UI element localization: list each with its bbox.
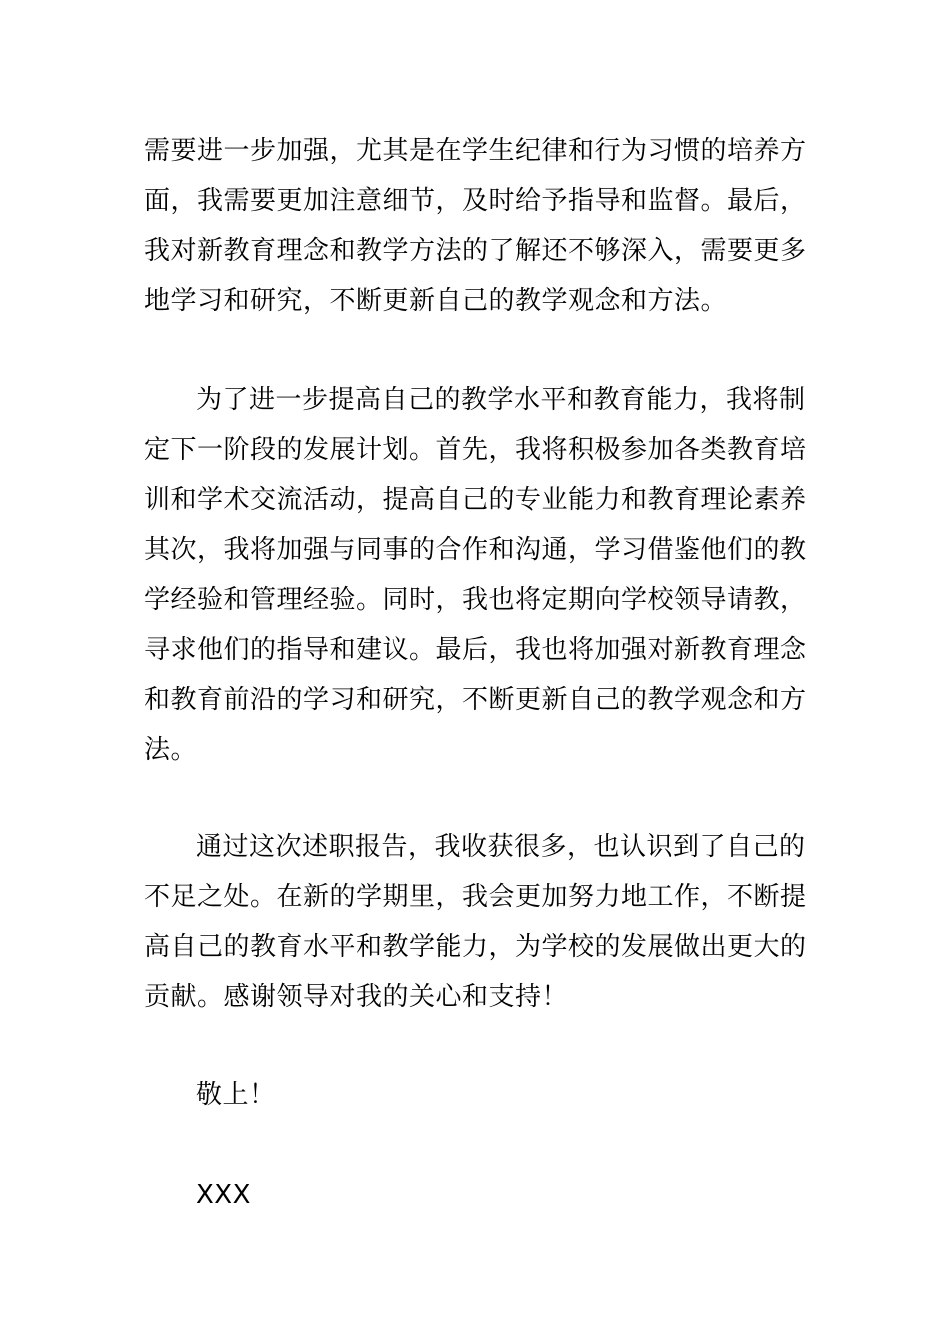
paragraph-line: 通过这次述职报告，我收获很多，也认识到了自己的 <box>196 832 806 862</box>
paragraph-line: 面，我需要更加注意细节，及时给予指导和监督。最后， <box>144 186 807 216</box>
paragraph-line: 不足之处。在新的学期里，我会更加努力地工作，不断提 <box>144 882 807 912</box>
paragraph-2 <box>144 375 814 775</box>
closing-block <box>144 1070 814 1120</box>
paragraph-line: 和教育前沿的学习和研究，不断更新自己的教学观念和方 <box>144 685 807 715</box>
closing-text: 敬上！ <box>196 1080 276 1110</box>
paragraph-line: 学经验和管理经验。同时，我也将定期向学校领导请教， <box>144 585 807 615</box>
paragraph-line: 其次，我将加强与同事的合作和沟通，学习借鉴他们的教 <box>144 535 807 565</box>
paragraph-line: 训和学术交流活动，提高自己的专业能力和教育理论素养 <box>144 485 807 515</box>
paragraph-line: 需要进一步加强，尤其是在学生纪律和行为习惯的培养方 <box>144 136 807 166</box>
paragraph-line: 法。 <box>144 735 198 765</box>
paragraph-1 <box>144 126 814 326</box>
signature-text: XXX <box>196 1180 251 1210</box>
signature-block <box>144 1170 814 1220</box>
paragraph-line: 定下一阶段的发展计划。首先，我将积极参加各类教育培 <box>144 435 807 465</box>
paragraph-3 <box>144 822 814 1022</box>
paragraph-line: 我对新教育理念和教学方法的了解还不够深入，需要更多 <box>144 236 807 266</box>
paragraph-line: 贡献。感谢领导对我的关心和支持！ <box>144 982 569 1012</box>
paragraph-line: 寻求他们的指导和建议。最后，我也将加强对新教育理念 <box>144 635 807 665</box>
paragraph-line: 地学习和研究，不断更新自己的教学观念和方法。 <box>144 286 728 316</box>
paragraph-line: 高自己的教育水平和教学能力，为学校的发展做出更大的 <box>144 932 807 962</box>
paragraph-line: 为了进一步提高自己的教学水平和教育能力，我将制 <box>196 385 806 415</box>
